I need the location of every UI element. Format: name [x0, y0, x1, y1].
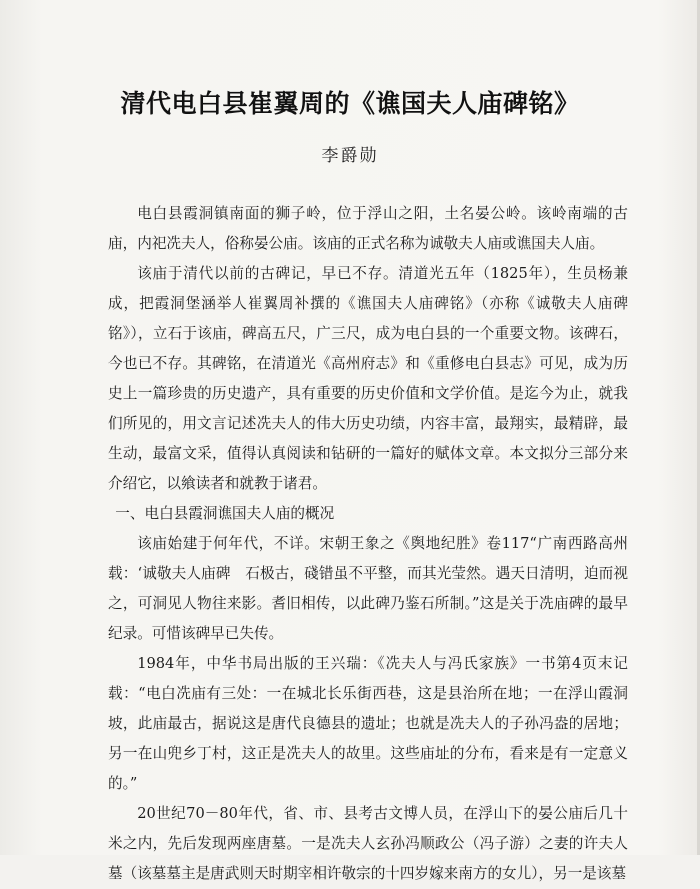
body-paragraph: 该庙于清代以前的古碑记，早已不存。清道光五年（1825年），生员杨兼成，把霞洞堡涵举人崔翼周补撰的《谯国夫人庙碑铭》（亦称《诚敬夫人庙碑铭》），立石于该庙，碑高五尺，广三尺，成为电白县的一个重要文物。该碑石，今也已不存。其碑铭，在清道光《高州府志》和《重修电白县志》可见，成为历史上一篇珍贵的历史遗产，具有重要的历史价值和文学价值。是迄今为止，就我们所见的，用文言记述冼夫人的伟大历史功绩，内容丰富，最翔实，最精辟，最生动，最富文采，值得认真阅读和钻研的一篇好的赋体文章。本文拟分三部分来介绍它，以飨读者和就教于诸君。	[108, 265, 628, 492]
author-name: 李爵勋	[321, 146, 379, 166]
article-body	[108, 199, 628, 889]
section-heading: 一、电白县霞洞谯国夫人庙的概况	[115, 505, 335, 522]
document-title: 清代电白县崔翼周的《谯国夫人庙碑铭》	[120, 89, 580, 118]
body-paragraph: 电白县霞洞镇南面的狮子岭，位于浮山之阳，土名晏公岭。该岭南端的古庙，内祀冼夫人，俗称晏公庙。该庙的正式名称为诚敬夫人庙或谯国夫人庙。	[108, 205, 628, 252]
body-paragraph: 1984年，中华书局出版的王兴瑞：《冼夫人与冯氏家族》一书第4页末记载：“电白冼庙有三处：一在城北长乐街西巷，这是县治所在地；一在浮山霞洞坡，此庙最古，据说这是唐代良德县的遗址；也就是冼夫人的子孙冯盎的居地；另一在山兜乡丁村，这正是冼夫人的故里。这些庙址的分布，看来是有一定意义的。”	[108, 655, 628, 792]
body-paragraph: 20世纪70－80年代，省、市、县考古文博人员，在浮山下的晏公庙后几十米之内，先后发现两座唐墓。一是冼夫人玄孙冯顺政公（冯子游）之妻的许夫人墓（该墓墓主是唐武则天时期宰相许敬宗的十四岁嫁来南方的女儿），另一是该墓	[108, 805, 628, 882]
body-paragraph: 该庙始建于何年代，不详。宋朝王象之《舆地纪胜》卷117“广南西路高州载：‘诚敬夫人庙碑 石极古，碊错虽不平整，而其光莹然。遇天日清明，迫而视之，可洞见人物往来影。耆旧相传，以此碑乃鉴石所制。”这是关于冼庙碑的最早纪录。可惜该碑早已失传。	[108, 535, 628, 642]
